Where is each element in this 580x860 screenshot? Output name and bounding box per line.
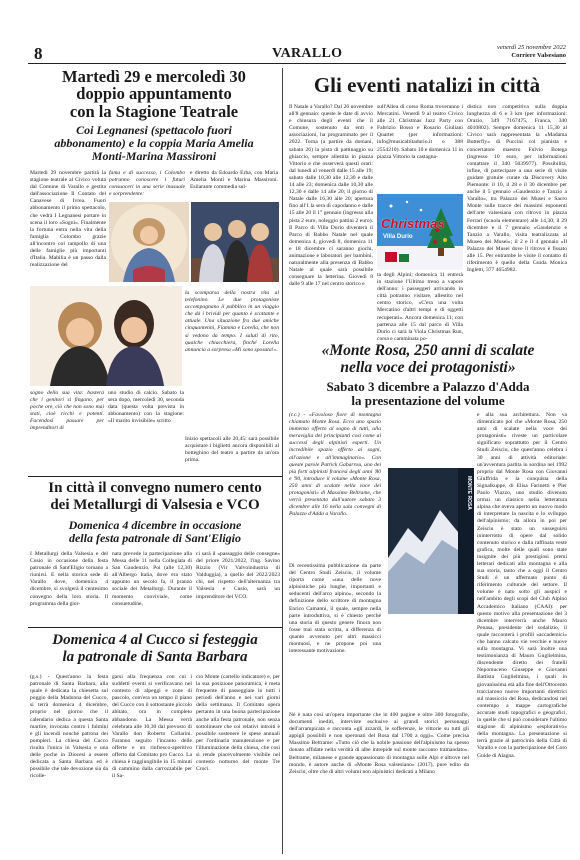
monterosa-col1b: Di recentissima pubblicazione da parte del Centro Studi Zeisciu, il volume riporta come «una delle nove alpinistiche più lunghe, importanti e seducenti dell'arco alpino», secondo la definizione dello scrittore di montagna Enrico Camanni, il quale, sempre nella parte introduttiva, si è chiesto perché una storia di questo genere finora non fosse mai stata scritta, a differenza di quanto avvenuto per altri massicci montuosi, e ne propone poi una interessante motivazione. (289, 563, 381, 655)
metallurgi-headline-l1: In città il convegno numero cento (48, 480, 262, 496)
teatro-headline-l3: con la Stagione Teatrale (69, 101, 239, 121)
column-divider (282, 68, 283, 476)
section-rule-2 (28, 627, 282, 628)
monterosa-subheadline (288, 380, 568, 407)
monterosa-col3: e alla sua architettura. Non va dimenticato poi che «Monte Rosa, 250 anni di scalate nella voce dei protagonisti» riveste un particolare significato soprattutto per il Centro Studi Zeisciu, che quest'anno celebra i 30 anni di attività editoriale: un'avventura partita in sordina nel 1992 proprio dal Monte Rosa con Giovanni Giuffrida e la conquista della Signalkuppe, di Elisa Farinetti e Pier Paolo Viazzo, uno studio divenuto ormai un classico nella letteratura alpina che aveva aperto un nuovo modo di interpretare la nascita e lo sviluppo dell'alpinismo; da allora in poi per Zeisciu è stato un susseguirsi ininterrotto di opere dal solido contenuto storico e dalla raffinata veste grafica, molte delle quali sono state insignite dei più prestigiosi premi letterari dedicati alla montagna e alla sua storia, tanto che a oggi il Centro Studi è un affermato punto di riferimento culturale del settore. Il volume è nato sotto gli auspici e nell'ambito degli scopi del Club Alpino Accademico Italiano (CAAI): per questo motivo alla presentazione del 3 dicembre interverrà anche Mauro Penasa, presidente del sodalizio, il quale racconterà i profili «accademici» che hanno calcato vie vecchie e nuove sulla montagna. Vi sarà inoltre una testimonianza di Mauro Guglielmina, discendente diretto dei fratelli Nepomuceno Giuseppe e Giovanni Battista Guglielmina, i quali in giovanissima età alla fine dell'Ottocento tracciarono nuove importanti direttrici sul massiccio del Rosa, dedicandosi nel contempo a mappe cartografiche accurate studi topografici e geografici, in quelle che si può considerare l'ultimo stagione di alpinismo «esplorativo» della montagna. La presentazione si terrà grazie al patrocinio della Città di Varallo e con la partecipazione del Coro Guide di Alagna. (477, 412, 567, 759)
natale-col3: distica non competitiva sulla doppia lunghezza di 6 e 3 km (per informazioni: Orazio, 349 7167475, Franca, 340 4010802). Sempre domenica 11 15,30 al Civico sarà rappresentata la «Madama Butterfly» di Puccini col pianista e concertatore maestro Fulvio Botega (ingresso 10 euro, per informazioni contattare il 340 5039977). Possibilità, infine, di partecipare a una serie di visite guidate gratuite curate da Discovery Alto Piemonte: il 10, il 28 e il 30 dicembre per anche il 5 gennaio «Gaudenzio e Tanzio a Varallo», tra Palazzo dei Musei e Sacro Monte sulle tracce dei massimi esponenti dell'arte valsesiana con ritrovo in piazza Ferrari (scuola elementare) alle 14,30; il 29 dicembre e il 7 gennaio «Gaudenzio e Tanzio a Varallo, visita teatralizzata al Museo dei Musei»; il 2 e il 4 gennaio «Il Palazzo dei Musei dove il ritrovo è fissato alle 15. Per entrambe le visite il contatto di riferimento è quello della Guida Monica Ingletti, 377 4654982. (467, 104, 567, 274)
christmas-subtitle: Villa Durio (383, 234, 413, 240)
teatro-col-d: Inizio spettacoli alle 20,45: sarà possibile acquistare i biglietti ancora disponibili al botteghino del teatro a partire da un'ora prima. (185, 436, 279, 464)
teatro-col2: fama e di successo, i Colombo potranno conoscere i futuri consuoceri in una serie inusuale e sorprendente: (109, 170, 185, 198)
metallurgi-sub-l1: Domenica 4 dicembre in occasione (68, 518, 242, 532)
monterosa-headline-l2: nella voce dei protagonisti» (340, 359, 516, 377)
column-divider-lower (282, 476, 283, 854)
metallurgi-sub-l2: della festa patronale di Sant'Eligio (68, 530, 241, 545)
section-rule-1 (28, 476, 282, 477)
section-name: VARALLO (272, 46, 343, 61)
teatro-sub-l3: Monti-Marina Massironi (91, 148, 217, 163)
natale-col1: Il Natale a Varallo? Dal 26 novembre all'8 gennaio: queste le date di avvio e chiusura degli eventi che il Comune, sostenuto da enti e associazioni, ha programmato per il 2022. Torna (a partire da domani, sabato 26) la pista di pattinaggio su ghiaccio, sempre allestita in piazza Vittorio e che osserverà questi orari: dal lunedì al venerdì dalle 15 alle 19; sabato dalle 10,30 alle 12,30 e dalle 14 alle 23; domenica dalle 10,30 alle 12,30 e dalle 14 alle 20; il giorno di Natale dalle 16,30 alle 20; apertura fino all'1 la sera di capodanno e dalle 15 alle 20 il 1° gennaio (ingresso alla pista 2 euro, noleggio pattini 2 euro). Il Parco di Villa Durio diventerà il Parco di Babbo Natale nel quale domenica 4, giovedì 8, domenica 11 e 18 dicembre ci saranno giochi, animazione e laboratori per bambini, naturalmente alla presenza di Babbo Natale al quale sarà possibile consegnare la letterina. Giovedì 8 dalle 9 alle 17 nel centro storico e (289, 104, 373, 288)
teatro-sub-l2: abbonamento) e la coppia Maria Amelia (54, 135, 254, 150)
cucco-headline-l1: Domenica 4 al Cucco si festeggia (52, 632, 258, 648)
teatro-col1: Martedì 29 novembre partirà la stagione teatrale al Civico voluta dal Comune di Varallo e gestita dall'associazione Il Contato del Canavese di Ivrea. Fuori abbonamento il primo spettacolo, che vedrà I Legnanesi portare in scena il loro «Sogni». Finalmente la fortuna entra nella vita della famiglia Colombo grazie all'incontro col rampollo di una delle famiglie più importanti d'Italia. Mabilia è un passo dalla realizzazione del (30, 170, 106, 269)
cucco-headline (28, 632, 282, 666)
monterosa-headline (288, 342, 568, 376)
date-text: venerdì 25 novembre 2022 (496, 44, 566, 51)
natale-col2: sull'Allea di corso Roma troveranno i Mercatini. Venerdì 9 al teatro Civico alle 21 Christmas Jazz Party con Fabrizio Bosso e Rosario Giuliani Quartet (per informazioni: info@musicaltitaduriо.it o 388 2554210). Sabato 10 e domenica 11 in piazza Vittorio la castagna- (377, 104, 463, 160)
metallurgi-col2: nata prevede la partecipazione alla Messa delle 11 nella Collegiata di San Gaudenzio. Poi (alle 12,30) all'Albergo Italia, dove era stato appunto un secolo fa, il pranzo sociale dei Metallurgi. Durante il momento conviviale, come consuetudine, (112, 551, 192, 607)
monterosa-col1: (r.c.) - «Favoloso fiore di montagna chiamato Monte Rosa. Ecco uno spazio immenso offerto al sogno di tutti, alla meraviglia dei principianti così come ai successi degli alpinisti esperti. Un incredibile spazio offerto ai sogni, all'azione e all'immaginario». Con queste parole Patrick Gabarrou, uno dei più forti alpinisti francesi degli anni '80 e '90, introduce il volume «Monte Rosa, 250 anni di scalate nella voce dei protagonisti» di Massimo Beltrame, che verrà presentato dall'autore sabato 3 dicembre alle 16 nella sala convegni di Palazzo d'Adda a Varallo. (289, 412, 381, 518)
cucco-col2: garsi alla frequenza con cui i suddetti eventi si verificavano nel contesto di alpeggi e zone di pascolo, com'era un tempo il piano del Cucco con il sottostante piccolo abitato, ora in completo abbandono. La Messa verrà celebrata alle 10,30 dal prevosto di Varallo don Roberto Collarini. Faranno seguito l'incanto delle offerte e un rinfresco-aperitivo offerto dal Comitato pro Cucco. La chiesa è raggiungibile in 15 minuti di cammino dalla carrozzabile per il Sa- (112, 674, 192, 780)
natale-headline: Gli eventi natalizi in città (313, 73, 541, 97)
page-number: 8 (34, 44, 43, 63)
paper-name: Corriere Valsesiano (511, 52, 566, 59)
header-rule (28, 63, 566, 64)
teatro-col3: e diretto da Edoardo Erba, con Maria Amelia Monti e Marina Massironi. Esilarante commedia sul- (190, 170, 278, 191)
metallurgi-headline (28, 480, 282, 514)
legnanesi-photo (109, 202, 189, 282)
teatro-col-a: sogno della sua vita: basterà che i genitori si fingano, per poche ore, ciò che non sono mai stati, cioè ricchi e potenti. Facendosi passare per imprenditori di (30, 390, 104, 432)
teatro-sub-l1: Coi Legnanesi (spettacolo fuori (76, 123, 232, 137)
metallurgi-subheadline (28, 519, 282, 545)
book-title: MONTE ROSA (466, 476, 472, 510)
cucco-col3: cro Monte (cartello indicatore) e, per la sua posizione panoramica, è meta frequente di passeggiate in tutti i periodi dell'anno e nei vari giorni della settimana. Il Comitato opera pertanto in una buona partecipazione anche alla festa patronale, non senza sottolineare che coi relativi introiti è possibile sostenere le spese annuali per l'ordinaria manutenzione e per l'illuminazione della chiesa, che così si rende piacevolmente visibile nel contesto notturno del monte Tre Croci. (196, 674, 280, 773)
actors-photo (191, 202, 279, 282)
teatro-headline-l2: doppio appuntamento (76, 84, 232, 104)
natale-col2b: ta degli Alpini; domenica 11 entrerà in stazione l'Ultimo treno a vapore dell'anno: i passeggeri arrivando in città potranno visitare, allestito nel centro storico, «C'era una volta Mercatino d'altri tempi e di oggetti recuperati». Ancora domenica 11; con partenza alle 15 dal parco di Villa Durio ci sarà la Viola Christmas Run, corsa e camminata po- (377, 272, 463, 342)
metallurgi-col3: ci sarà il «passaggio delle consegne» del priore 2021/2022, l'ing. Savino Rizzio (Vir Valvoindustria di Valduggia), a quello del 2022/2023 chi, nel rispetto dell'alternanza tra Valsesia e Cusio, sarà un imprenditore del VCO. (196, 551, 280, 600)
christmas-tree-icon (377, 194, 463, 270)
monterosa-sub-l2: la presentazione del volume (351, 392, 505, 408)
metallurgi-col1: I Metallurgi della Valsesia e del Cusio in occasione della festa patronale di Sant'Eligio tornano a riunirsi. E nella storica sede di Varallo dove, domenica 4 dicembre, si svolgerà il centesimo convegno della loro storia. Il programma della gior- (30, 551, 108, 607)
cucco-headline-l2: la patronale di Santa Barbara (62, 648, 248, 665)
christmas-title: Christmas (381, 216, 445, 231)
monterosa-sub-l1: Sabato 3 dicembre a Palazzo d'Adda (326, 379, 530, 394)
teatro-col-b: uno studio di calcio. Sabato la sera dopo, mercoledì 30, seconda data (questa volta prevista in abbonamento) con la stagione: «Il marito invisibile» scritto (108, 390, 184, 425)
teatro-headline (28, 68, 280, 120)
monterosa-col2: Né è nata così un'opera importante che in 400 pagine e oltre 300 fotografie, documenti inediti, interviste esclusive ai grandi storici personaggi dell'arrampicata e racconta «gli azzardi, le sofferenze, le vittorie su tutti gli appigli possibili e non speronati del Rosa dal 1700 a oggi». Come precisa Massimo Beltrame: «Tutto ciò che la nobile passione dell'alpinismo ha spesso donato affidate nella verdità di albe intrepide sul monte racconto tramandato». Beltrame, milanese e grande appassionato di montagna sulle Alpi e altrove nel mondo, è autore anche di «Monte Rosa valsesiano» (2017), pure edito da Zeisciu, oltre che di altri volumi non alpinistici dedicati a Milano (289, 712, 469, 775)
book-cover (388, 468, 474, 614)
christmas-poster (377, 194, 463, 270)
metallurgi-headline-l2: dei Metallurgi di Valsesia e VCO (50, 496, 260, 513)
teatro-subheadline (28, 124, 280, 163)
teatro-headline-l1: Martedì 29 e mercoledì 30 (62, 67, 246, 86)
teatro-col-c: la scomparsa della nostra vita al telefonino. Le due protagoniste accompagnano il pubblico in un viaggio che dà i brividi per quanto è scottante e attuale. Una situazione fra due amiche cinquantenni, Fiamma e Lorella, che non si vedono da tempo. I saluti di rito, qualche chiacchiera, finché Lorella annuncia a sorpresa «Mi sono sposata!». (185, 290, 279, 353)
issue-date (497, 44, 566, 60)
monti-massironi-photo (30, 286, 182, 386)
monterosa-headline-l1: «Monte Rosa, 250 anni di scalate (321, 342, 535, 359)
cucco-col1: (g.s.) - Quest'anno la festa patronale di Santa Barbara, alla quale è dedicata la chiesetta sul poggio della Madonna del Cucco, si terrà domenica 4 dicembre, proprio nel giorno che il calendario dedica a questa Santa martire, invocata contro i fulmini e gli incendi nonché patrona dei pompieri. La chiesa del Cucco risulta l'unica in Valsesia e una delle poche in Diocesi a essere dedicata a Santa Barbara ed è possibile che tale devozione sia da ricolle- (30, 674, 108, 780)
